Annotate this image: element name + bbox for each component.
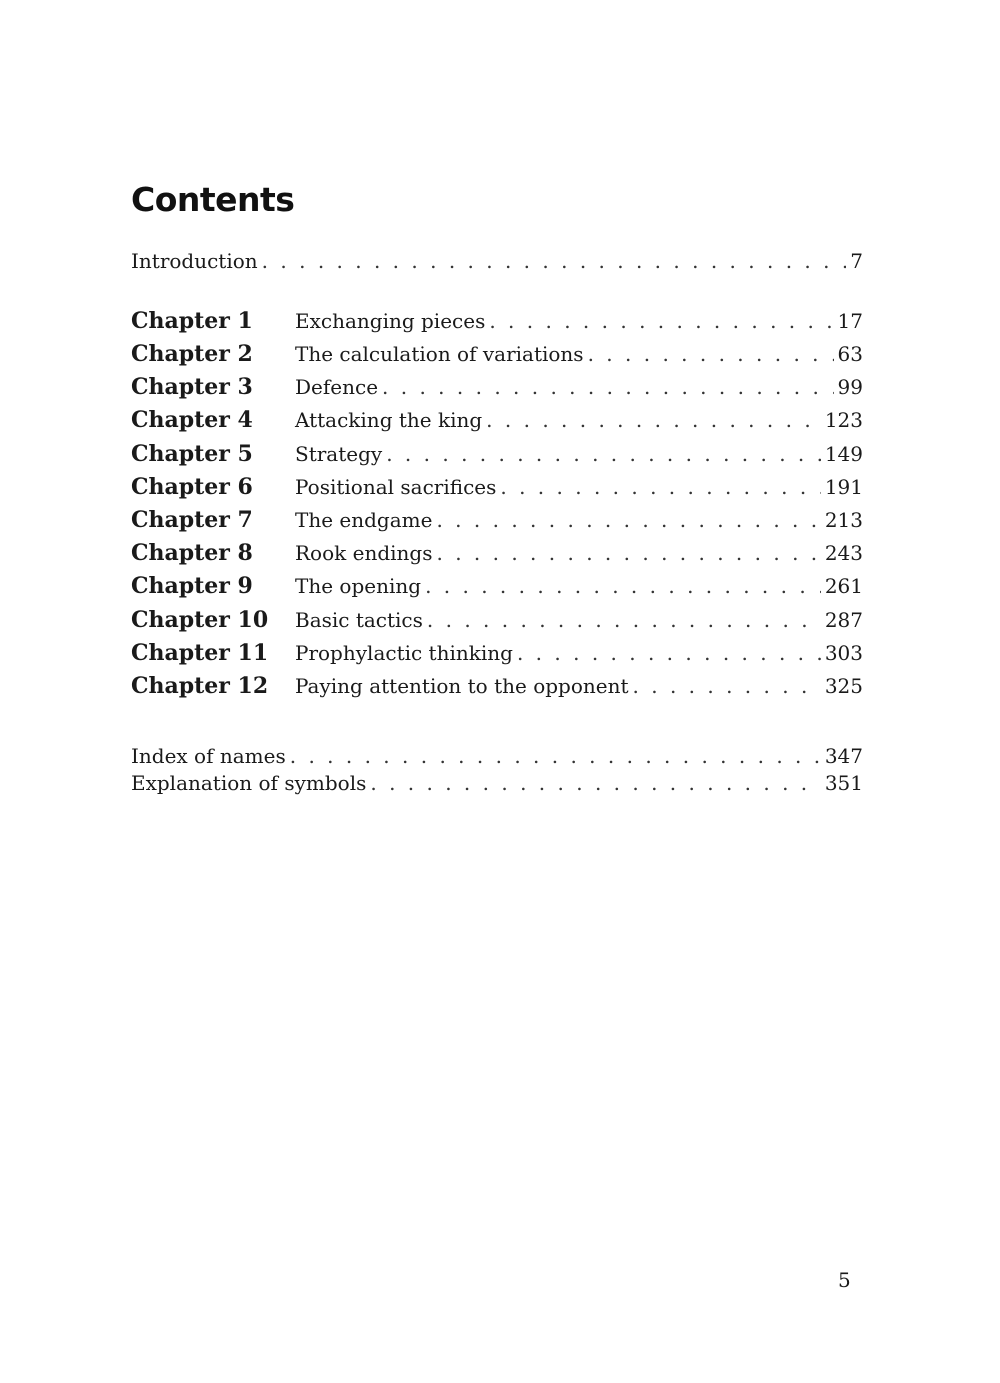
toc-entry-title: Index of names xyxy=(131,744,286,768)
toc-page-number: 99 xyxy=(837,375,863,399)
toc-entry-title: Explanation of symbols xyxy=(131,771,367,795)
toc-entry-chapter-9[interactable] xyxy=(131,572,863,600)
chapter-label: Chapter 11 xyxy=(131,640,269,666)
dot-leader xyxy=(386,440,821,468)
toc-entry-chapter-10[interactable] xyxy=(131,606,863,634)
chapter-label: Chapter 2 xyxy=(131,341,253,367)
toc-entry-title: Defence xyxy=(295,375,379,399)
toc-page-number: 149 xyxy=(824,442,863,466)
toc-entry-chapter-6[interactable] xyxy=(131,473,863,501)
chapter-label: Chapter 4 xyxy=(131,407,253,433)
toc-page-number: 351 xyxy=(824,771,863,795)
dot-leader xyxy=(486,406,821,434)
toc-page-number: 243 xyxy=(824,541,863,565)
chapter-label: Chapter 9 xyxy=(131,573,253,599)
toc-entry-title: Paying attention to the opponent xyxy=(295,674,629,698)
toc-page-number: 347 xyxy=(824,744,863,768)
toc-page-number: 261 xyxy=(824,574,863,598)
toc-page-number: 213 xyxy=(824,508,863,532)
toc-page-number: 303 xyxy=(824,641,863,665)
dot-leader xyxy=(290,742,821,770)
toc-entry-explanation-of-symbols[interactable] xyxy=(131,769,863,797)
toc-entry-chapter-4[interactable] xyxy=(131,406,863,434)
toc-page-number: 7 xyxy=(850,249,863,273)
dot-leader xyxy=(427,606,821,634)
chapter-label: Chapter 10 xyxy=(131,607,269,633)
dot-leader xyxy=(436,506,820,534)
toc-entry-title: The calculation of variations xyxy=(295,342,584,366)
toc-entry-chapter-8[interactable] xyxy=(131,539,863,567)
chapter-label: Chapter 7 xyxy=(131,507,253,533)
dot-leader xyxy=(588,340,834,368)
dot-leader xyxy=(517,639,821,667)
chapter-label: Chapter 6 xyxy=(131,474,253,500)
toc-page-number: 325 xyxy=(824,674,863,698)
dot-leader xyxy=(262,247,847,275)
toc-entry-title: The endgame xyxy=(295,508,433,532)
toc-entry-chapter-1[interactable] xyxy=(131,307,863,335)
toc-entry-title: Attacking the king xyxy=(295,408,483,432)
dot-leader xyxy=(382,373,834,401)
toc-entry-chapter-11[interactable] xyxy=(131,639,863,667)
toc-page-number: 287 xyxy=(824,608,863,632)
dot-leader xyxy=(489,307,833,335)
dot-leader xyxy=(370,769,820,797)
toc-entry-title: The opening xyxy=(295,574,422,598)
toc-page-number: 63 xyxy=(837,342,863,366)
toc-entry-index-of-names[interactable] xyxy=(131,742,863,770)
toc-entry-title: Rook endings xyxy=(295,541,433,565)
chapter-label: Chapter 5 xyxy=(131,441,253,467)
toc-entry-chapter-5[interactable] xyxy=(131,440,863,468)
toc-entry-title: Introduction xyxy=(131,249,258,273)
toc-entry-title: Strategy xyxy=(295,442,383,466)
toc-entry-title: Basic tactics xyxy=(295,608,423,632)
dot-leader xyxy=(436,539,820,567)
toc-entry-title: Prophylactic thinking xyxy=(295,641,513,665)
toc-entry-chapter-12[interactable] xyxy=(131,672,863,700)
page-number: 5 xyxy=(838,1268,851,1292)
chapter-label: Chapter 8 xyxy=(131,540,253,566)
toc-page-number: 123 xyxy=(824,408,863,432)
dot-leader xyxy=(425,572,821,600)
dot-leader xyxy=(500,473,820,501)
toc-page-number: 17 xyxy=(837,309,863,333)
chapter-label: Chapter 12 xyxy=(131,673,269,699)
toc-page-number: 191 xyxy=(824,475,863,499)
toc-entry-introduction[interactable] xyxy=(131,247,863,275)
toc-entry-chapter-7[interactable] xyxy=(131,506,863,534)
chapter-label: Chapter 1 xyxy=(131,308,253,334)
chapter-label: Chapter 3 xyxy=(131,374,253,400)
page-title: Contents xyxy=(131,180,295,219)
dot-leader xyxy=(633,672,821,700)
toc-entry-title: Exchanging pieces xyxy=(295,309,486,333)
toc-entry-title: Positional sacrifices xyxy=(295,475,497,499)
toc-entry-chapter-2[interactable] xyxy=(131,340,863,368)
toc-entry-chapter-3[interactable] xyxy=(131,373,863,401)
